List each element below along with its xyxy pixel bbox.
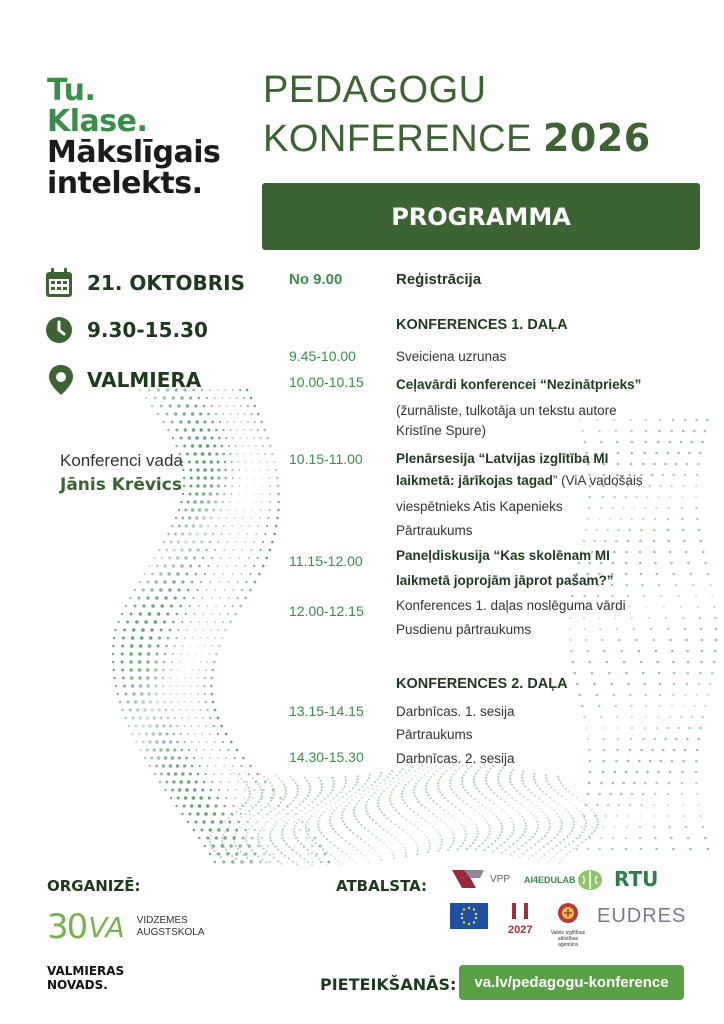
part-1-heading: KONFERENCES 1. DAĻA [396,317,568,333]
year-2027-text: 2027 [508,924,533,936]
time-text: 9.30-15.30 [87,318,208,342]
schedule-item-rest: ” (ViA vadošais [552,473,643,488]
eu-flag-logo [450,903,488,934]
schedule-item: Konferences 1. daļas noslēguma vārdi [396,598,626,613]
schedule-item: Plenārsesija “Latvijas izglītība MI [396,451,609,466]
via-years: 30 [47,907,87,947]
programme-banner: PROGRAMMA [262,183,700,250]
time-slot: 10.15-11.00 [289,451,363,467]
time-slot: 9.45-10.00 [289,348,356,364]
schedule-item: Darbnīcas. 1. sesija [396,704,515,719]
viaa-text-1: Valsts izglītības [550,930,586,936]
valmieras-line-1: VALMIERAS [47,964,125,978]
place-text: VALMIERA [87,368,202,392]
latvia-2027-logo [508,903,532,936]
signup-label: PIETEIKŠANĀS: [320,975,457,994]
latvia-coat-of-arms-icon [556,901,580,925]
title-year: 2026 [542,116,651,160]
host-label: Konferenci vada [60,451,183,470]
time-slot: 12.00-12.15 [289,603,364,619]
supporters-label: ATBALSTA: [336,877,428,895]
title-line-1: PEDAGOGU [263,69,487,111]
vidzemes-augstskola-logo [47,907,205,947]
tagline-line-2: Klase. [47,104,148,139]
tagline-line-3: Mākslīgais [47,135,221,170]
signup-link-button[interactable]: va.lv/pedagogu-konference [459,965,684,1000]
rtu-logo: RTU [614,867,659,891]
tagline-line-1: Tu. [47,73,96,108]
via-name-2: AUGSTSKOLA [136,927,205,938]
viaa-text-2: attīstības aģentūra [557,936,579,948]
via-name-1: VIDZEMES [136,915,188,926]
time-slot: 10.00-10.15 [289,374,364,390]
vpp-emblem-icon [450,866,486,892]
title-konference: KONFERENCE [263,118,532,160]
via-mark: VA [88,910,125,944]
schedule-item-detail: viespētnieks Atis Kapenieks [396,499,563,514]
part-2-heading: KONFERENCES 2. DAĻA [396,676,568,692]
schedule-item: Sveiciena uzrunas [396,349,507,364]
schedule-item-detail [396,473,643,488]
schedule-item: Pārtraukums [396,727,473,742]
schedule-item-detail: Kristīne Spure) [396,423,487,438]
viaa-logo [548,901,588,948]
vpp-logo [450,866,510,892]
time-slot: 13.15-14.15 [289,703,364,719]
start-time: No 9.00 [289,271,343,288]
schedule-item: Paneļdiskusija “Kas skolēnam MI [396,548,610,563]
date-text: 21. OKTOBRIS [87,271,246,295]
time-slot: 14.30-15.30 [289,749,364,765]
schedule-item: Pusdienu pārtraukums [396,622,532,637]
valmieras-line-2: NOVADS. [47,978,108,992]
organizers-label: ORGANIZĒ: [47,877,141,895]
registration: Reģistrācija [396,271,482,288]
schedule-item-detail: (žurnāliste, tulkotāja un tekstu autore [396,403,617,418]
vpp-text: VPP [490,873,511,885]
valmieras-novads-logo [47,964,124,992]
schedule-item: Darbnīcas. 2. sesija [396,751,515,766]
schedule-item-bold: laikmetā: jārīkojas tagad [396,473,553,488]
schedule-item-detail: laikmetā joprojām jāprot pašam?” [396,573,614,588]
brain-icon [576,868,604,892]
host-name: Jānis Krēvics [60,475,182,495]
ai4edulab-logo [524,868,604,892]
tagline-line-4: intelekts. [47,166,203,201]
schedule-item: Pārtraukums [396,523,473,538]
time-slot: 11.15-12.00 [289,553,363,569]
eudres-logo: EUDRES [597,905,687,927]
ai4edulab-text: AI4EDULAB [524,875,576,885]
eu-flag-icon [450,903,488,929]
schedule-item: Ceļavārdi konferencei “Nezinātprieks” [396,377,642,392]
latvia-flag-icon [509,903,531,919]
